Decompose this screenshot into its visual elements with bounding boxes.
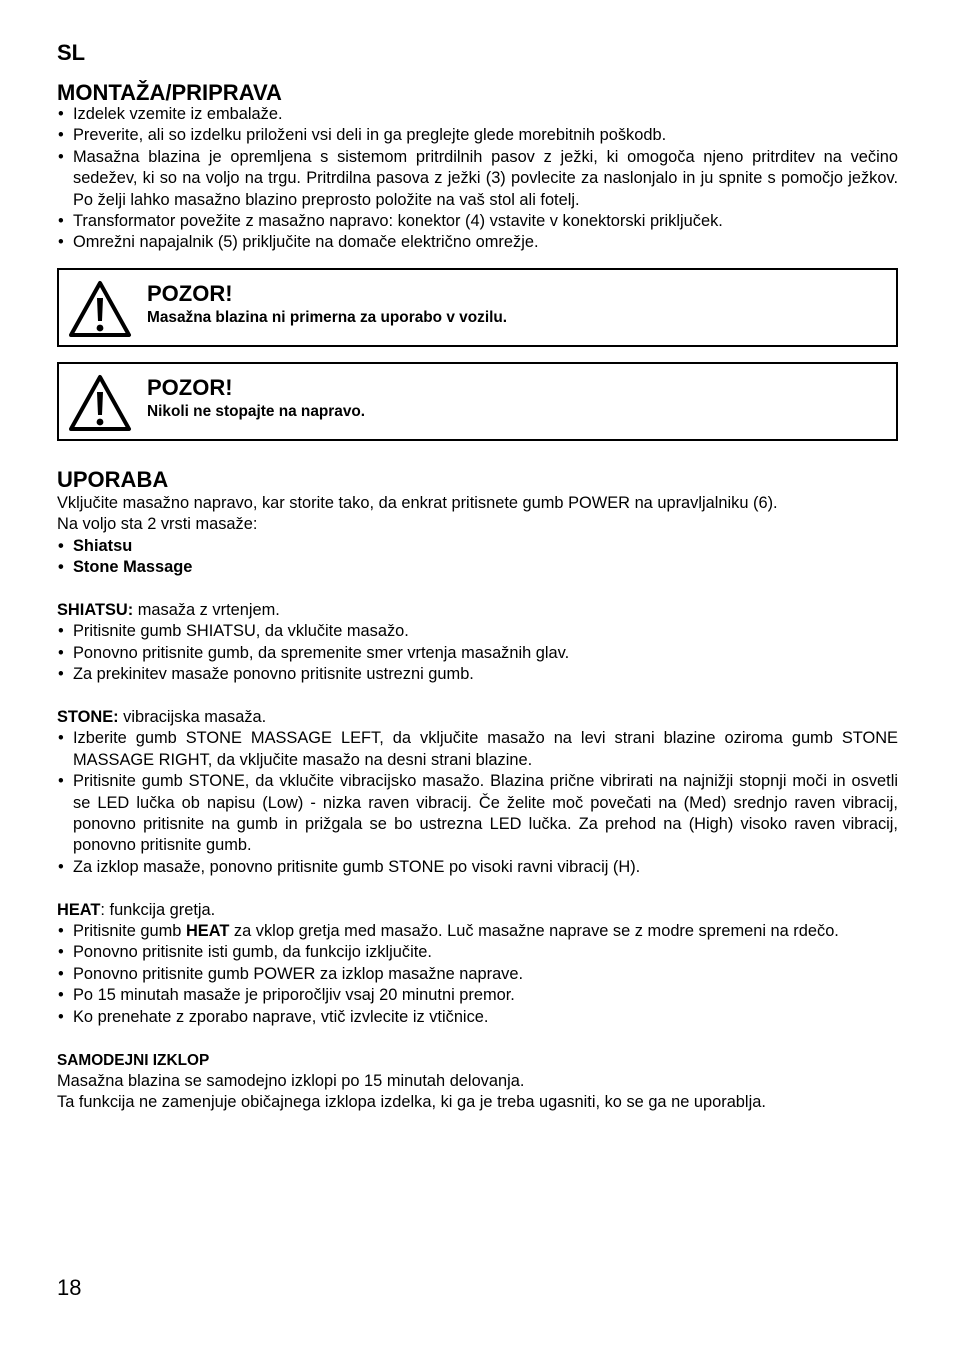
- page-number: 18: [57, 1275, 82, 1300]
- heat-item-pre: Pritisnite gumb: [73, 922, 186, 941]
- heat-heading: [57, 900, 898, 921]
- warning-text: Masažna blazina ni primerna za uporabo v vozilu.: [147, 309, 508, 326]
- stone-desc: vibracijska masaža.: [118, 708, 267, 727]
- list-item: • Izberite gumb STONE MASSAGE LEFT, da vključite masažo na levi strani blazine oziroma gumb STONE MASSAGE RIGHT, da vključite masažo na desni strani blazine.: [57, 728, 898, 771]
- list-item: • Ponovno pritisnite gumb POWER za izklop masažne naprave.: [57, 964, 898, 985]
- list-item: • Za prekinitev masaže ponovno pritisnite ustrezni gumb.: [57, 664, 898, 685]
- list-item: • Izdelek vzemite iz embalaže.: [57, 104, 898, 125]
- heat-list: [57, 921, 898, 1028]
- warning-text: Nikoli ne stopajte na napravo.: [147, 403, 366, 420]
- stone-heading: [57, 707, 898, 728]
- list-item: • Shiatsu: [57, 536, 898, 557]
- list-item: • Pritisnite gumb STONE, da vklučite vibracijsko masažo. Blazina prične vibrirati na najnižji stopnji moči in osvetli se LED lučka ob napisu (Low) - nizka raven vibracij. Če želite moč povečati na (Med) srednjo raven vibracij, ponovno pritisnite na gumb in prižgala se bo ustrezna LED lučka. Za prehod na (High) visoko raven vibracij, ponovno pritisnite gumb.: [57, 771, 898, 857]
- stone-label: STONE:: [57, 708, 119, 727]
- shiatsu-desc: masaža z vrtenjem.: [133, 601, 280, 620]
- heat-item-bold: HEAT: [185, 922, 230, 941]
- massage-types-list: [57, 536, 898, 579]
- usage-types-intro: Na voljo sta 2 vrsti masaže:: [57, 515, 258, 534]
- auto-off-line2: Ta funkcija ne zamenjuje običajnega izklopa izdelka, ki ga je treba ugasniti, ko se ga ne uporablja.: [57, 1093, 766, 1112]
- assembly-list: [57, 104, 898, 254]
- list-item: • Transformator povežite z masažno napravo: konektor (4) vstavite v konektorski priključek.: [57, 211, 898, 232]
- shiatsu-list: [57, 621, 898, 685]
- stone-list: [57, 728, 898, 878]
- warning-box: [57, 362, 898, 441]
- warning-box: [57, 268, 898, 347]
- list-item: • Ponovno pritisnite gumb, da spremenite smer vrtenja masažnih glav.: [57, 643, 898, 664]
- section-title-usage: UPORABA: [57, 467, 169, 492]
- warning-triangle-icon: [68, 374, 132, 432]
- list-item: • Ko prenehate z zporabo naprave, vtič izvlecite iz vtičnice.: [57, 1007, 898, 1028]
- auto-off-title: SAMODEJNI IZKLOP: [57, 1051, 210, 1069]
- list-item: • Ponovno pritisnite isti gumb, da funkcijo izključite.: [57, 942, 898, 963]
- list-item: • Preverite, ali so izdelku priloženi vsi deli in ga preglejte glede morebitnih poškodb.: [57, 125, 898, 146]
- list-item: • Po 15 minutah masaže je priporočljiv vsaj 20 minutni premor.: [57, 985, 898, 1006]
- auto-off-line1: Masažna blazina se samodejno izklopi po 15 minutah delovanja.: [57, 1071, 525, 1090]
- usage-intro: Vključite masažno napravo, kar storite tako, da enkrat pritisnete gumb POWER na upravljalniku (6).: [57, 494, 778, 512]
- language-code: SL: [57, 40, 86, 65]
- list-item: • Za izklop masaže, ponovno pritisnite gumb STONE po visoki ravni vibracij (H).: [57, 857, 898, 878]
- heat-item-post: za vklop gretja med masažo. Luč masažne naprave se z modre spremeni na rdečo.: [229, 922, 839, 941]
- warning-title: POZOR!: [147, 375, 233, 400]
- list-item: • Omrežni napajalnik (5) priključite na domače električno omrežje.: [57, 232, 898, 253]
- heat-desc: : funkcija gretja.: [100, 900, 216, 919]
- usage-section: [57, 467, 898, 1114]
- list-item: • Pritisnite gumb SHIATSU, da vklučite masažo.: [57, 621, 898, 642]
- list-item: [57, 921, 898, 942]
- warning-title: POZOR!: [147, 281, 233, 306]
- list-item: • Stone Massage: [57, 557, 898, 578]
- heat-label: HEAT: [57, 900, 101, 919]
- section-title-assembly: MONTAŽA/PRIPRAVA: [57, 80, 282, 105]
- shiatsu-heading: [57, 600, 898, 621]
- warning-triangle-icon: [68, 280, 132, 338]
- list-item: • Masažna blazina je opremljena s sistemom pritrdilnih pasov z ježki, ki omogoča njeno pritrditev na večino sedežev, ki so na voljo na trgu. Pritrdilna pasova z ježki (3) povlecite za naslonjalo in ju spnite s pomočjo ježkov. Po želji lahko masažno blazino preprosto položite na vaš stol ali fotelj.: [57, 147, 898, 211]
- shiatsu-label: SHIATSU:: [57, 601, 134, 620]
